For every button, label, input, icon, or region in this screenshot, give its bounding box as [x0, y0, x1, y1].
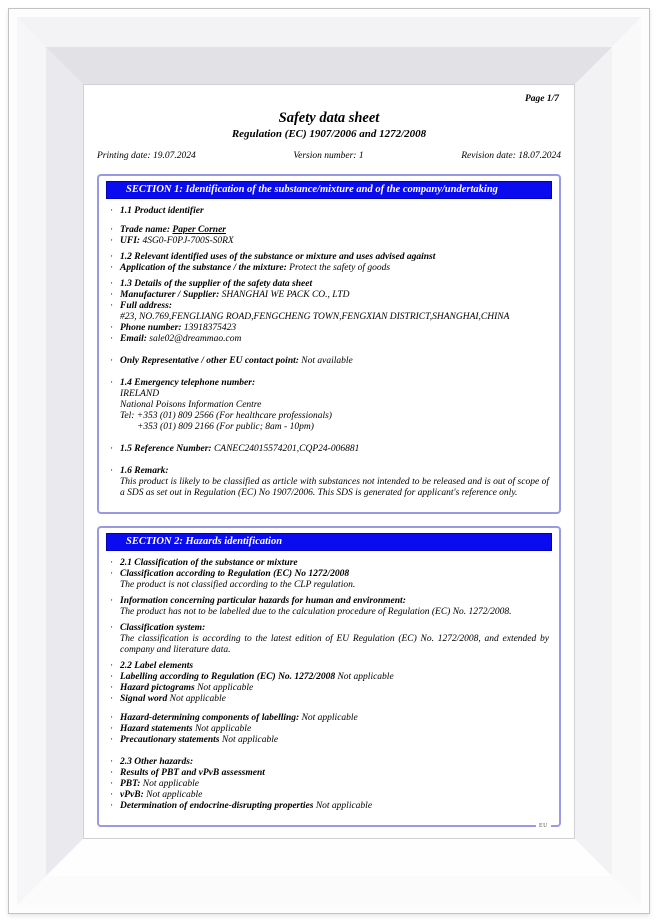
doc-line [106, 607, 552, 618]
text-segment: Not applicable [194, 724, 252, 734]
text-segment: UFI: [120, 236, 143, 246]
text-segment: 1.2 Relevant identified uses of the substance or mixture and uses advised against [120, 252, 436, 262]
text-segment: 2.1 Classification of the substance or mixture [120, 558, 298, 568]
text-segment: Precautionary statements [120, 735, 222, 745]
doc-line [106, 683, 552, 694]
doc-line [106, 724, 552, 735]
bullet-marker: · [110, 301, 114, 311]
text-segment: This product is likely to be classified as article with substances not intended to be released and is out of scope of a SDS as set out in Regulation (EC) No 1907/2006. This SDS is generated for applicant's reference only. [120, 477, 549, 498]
text-segment: CANEC24015574201,CQP24-006881 [213, 444, 360, 454]
text-segment: 1.5 Reference Number: [120, 444, 214, 454]
text-segment: Not applicable [146, 790, 203, 800]
doc-line [106, 672, 552, 683]
doc-line [106, 323, 552, 334]
text-segment: Hazard pictograms [120, 683, 198, 693]
text-segment: 4SG0-F0PJ-700S-S0RX [142, 236, 234, 246]
bullet-marker: · [110, 569, 114, 579]
bullet-marker: · [110, 378, 114, 388]
section-box-1 [97, 174, 561, 514]
doc-line [106, 444, 552, 455]
text-segment: Information concerning particular hazards for human and environment: [120, 596, 406, 606]
text-segment: Manufacturer / Supplier: [120, 290, 222, 300]
doc-line [106, 356, 552, 367]
text-segment: +353 (01) 809 2166 (For public; 8am - 10pm) [137, 422, 314, 432]
bullet-marker: · [110, 279, 114, 289]
doc-line [106, 252, 552, 263]
text-segment: 1.3 Details of the supplier of the safety data sheet [120, 279, 313, 289]
doc-line [106, 757, 552, 768]
doc-line [106, 569, 552, 580]
text-segment: Phone number: [120, 323, 184, 333]
version-number: Version number: 1 [293, 151, 364, 161]
printing-date: Printing date: 19.07.2024 [97, 151, 196, 161]
document-page [85, 86, 573, 837]
bullet-marker: · [110, 444, 114, 454]
page-content [85, 86, 573, 827]
text-segment: Results of PBT and vPvB assessment [120, 768, 265, 778]
doc-line [106, 768, 552, 779]
doc-line [106, 558, 552, 569]
text-segment: IRELAND [120, 389, 160, 399]
bullet-marker: · [110, 323, 114, 333]
bullet-marker: · [110, 735, 114, 745]
bullet-marker: · [110, 252, 114, 262]
text-segment: sale02@dreammao.com [149, 334, 242, 344]
doc-line [106, 735, 552, 746]
doc-line [106, 236, 552, 247]
text-segment: National Poisons Information Centre [120, 400, 262, 410]
text-segment: Signal word [120, 694, 170, 704]
text-segment: Not applicable [197, 683, 254, 693]
bullet-marker: · [110, 263, 114, 273]
section-box-2 [97, 526, 561, 827]
doc-line [106, 801, 552, 812]
section-title: SECTION 2: Hazards identification [126, 536, 283, 547]
bullet-marker: · [110, 661, 114, 671]
bullet-marker: · [110, 724, 114, 734]
bullet-marker: · [110, 779, 114, 789]
text-segment: Labelling according to Regulation (EC) No. 1272/2008 [120, 672, 338, 682]
text-segment: Classification according to Regulation (EC) No 1272/2008 [120, 569, 350, 579]
text-segment: Application of the substance / the mixture: [120, 263, 290, 273]
doc-line [106, 279, 552, 290]
text-segment: Not applicable [169, 694, 226, 704]
doc-line [106, 634, 552, 656]
bullet-marker: · [110, 790, 114, 800]
doc-line [106, 400, 552, 411]
text-segment: Full address: [120, 301, 172, 311]
sections-container [97, 174, 561, 827]
text-segment: 1.6 Remark: [120, 466, 169, 476]
doc-line [106, 422, 552, 433]
text-segment: Classification system: [120, 623, 206, 633]
bullet-marker: · [110, 356, 114, 366]
doc-line [106, 301, 552, 312]
text-segment: 2.2 Label elements [120, 661, 194, 671]
doc-line [106, 411, 552, 422]
doc-line [106, 694, 552, 705]
doc-line [106, 580, 552, 591]
bullet-marker: · [110, 466, 114, 476]
bullet-marker: · [110, 768, 114, 778]
doc-line [106, 290, 552, 301]
text-segment: Not applicable [301, 713, 358, 723]
document-subtitle: Regulation (EC) 1907/2006 and 1272/2008 [231, 128, 427, 140]
bullet-marker: · [110, 334, 114, 344]
page-number: Page 1/7 [524, 94, 559, 104]
text-segment: 1.4 Emergency telephone number: [120, 378, 256, 388]
doc-line [106, 466, 552, 477]
document-title: Safety data sheet [278, 110, 380, 126]
text-segment: 1.1 Product identifier [120, 206, 204, 216]
doc-line [106, 477, 552, 499]
text-segment: The product is not classified according to the CLP regulation. [120, 580, 356, 590]
doc-line [106, 713, 552, 724]
document-meta-row [97, 151, 561, 162]
text-segment: Not applicable [315, 801, 373, 811]
text-segment: #23, NO.769,FENGLIANG ROAD,FENGCHENG TOWN,FENGXIAN DISTRICT,SHANGHAI,CHINA [120, 312, 510, 322]
bullet-marker: · [110, 236, 114, 246]
text-segment: Protect the safety of goods [289, 263, 391, 273]
text-segment: The classification is according to the latest edition of EU Regulation (EC) No. 1272/2008, and extended by company and literature data. [120, 634, 549, 655]
text-segment: Determination of endocrine-disrupting properties [120, 801, 316, 811]
bullet-marker: · [110, 596, 114, 606]
bullet-marker: · [110, 713, 114, 723]
bullet-marker: · [110, 757, 114, 767]
revision-date: Revision date: 18.07.2024 [461, 151, 561, 161]
text-segment: vPvB: [120, 790, 147, 800]
doc-line [106, 263, 552, 274]
text-segment: Hazard-determining components of labelling: [120, 713, 302, 723]
bullet-marker: · [110, 683, 114, 693]
text-segment: Hazard statements [120, 724, 195, 734]
doc-line [106, 334, 552, 345]
bullet-marker: · [110, 801, 114, 811]
bullet-marker: · [110, 623, 114, 633]
doc-line [106, 225, 552, 236]
doc-line [106, 623, 552, 634]
text-segment: Email: [120, 334, 150, 344]
bullet-marker: · [110, 558, 114, 568]
doc-line [106, 596, 552, 607]
text-segment: Trade name: [120, 225, 173, 235]
text-segment: SHANGHAI WE PACK CO., LTD [221, 290, 350, 300]
section-header-bar [106, 181, 552, 199]
bullet-marker: · [110, 672, 114, 682]
section-header-bar [106, 533, 552, 551]
text-segment: Not available [301, 356, 353, 366]
text-segment: PBT: [120, 779, 143, 789]
text-segment: Paper Corner [172, 225, 226, 235]
text-segment: Not applicable [221, 735, 279, 745]
text-segment: Only Representative / other EU contact point: [120, 356, 302, 366]
bullet-marker: · [110, 694, 114, 704]
text-segment: 13918375423 [183, 323, 237, 333]
doc-line [106, 378, 552, 389]
doc-line [106, 779, 552, 790]
doc-line [106, 661, 552, 672]
text-segment: 2.3 Other hazards: [120, 757, 194, 767]
section-title: SECTION 1: Identification of the substance/mixture and of the company/undertaking [126, 184, 498, 195]
doc-line [106, 389, 552, 400]
text-segment: Tel: +353 (01) 809 2566 (For healthcare professionals) [120, 411, 332, 421]
bullet-marker: · [110, 225, 114, 235]
text-segment: Not applicable [337, 672, 394, 682]
doc-line [106, 312, 552, 323]
text-segment: Not applicable [142, 779, 199, 789]
doc-line [106, 790, 552, 801]
eu-footer-mark: EU [536, 822, 551, 830]
text-segment: The product has not to be labelled due to the calculation procedure of Regulation (EC) No. 1272/2008. [120, 607, 512, 617]
bullet-marker: · [110, 290, 114, 300]
doc-line [106, 206, 552, 217]
bullet-marker: · [110, 206, 114, 216]
